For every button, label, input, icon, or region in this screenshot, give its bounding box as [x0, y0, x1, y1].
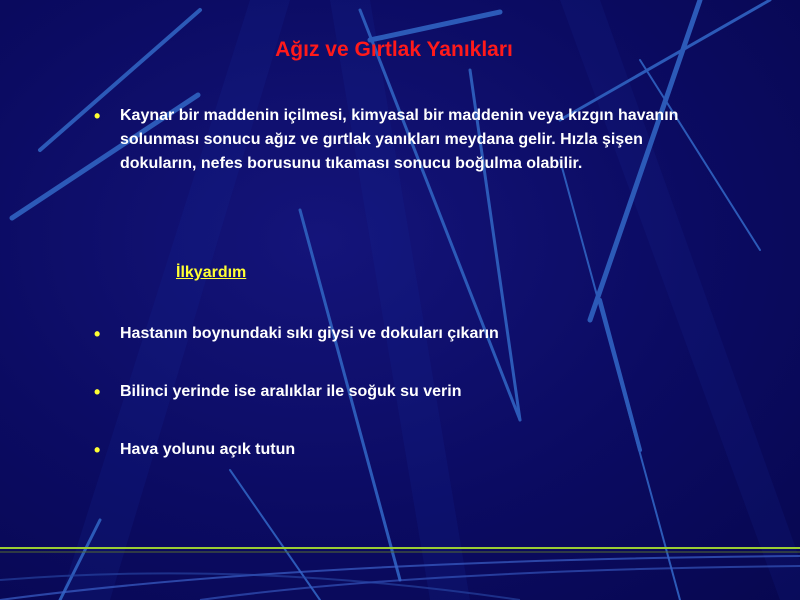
bullet-text-1: Kaynar bir maddenin içilmesi, kimyasal bir maddenin veya kızgın havanın solunması sonucu ağız ve gırtlak yanıkları meydana gelir. Hızla şişen dokuların, nefes borusunu tıkaması sonucu boğulma olabilir. [120, 107, 679, 172]
slide-title: Ağız ve Gırtlak Yanıkları [275, 38, 513, 61]
streak [330, 0, 470, 600]
bullet-icon: • [94, 324, 101, 344]
bullet-text-2: Hastanın boynundaki sıkı giysi ve dokuları çıkarın [120, 325, 499, 342]
bullet-icon: • [94, 440, 101, 460]
first-aid-heading: İlkyardım [176, 264, 247, 281]
streak-line [230, 470, 320, 600]
bullet-text-3: Bilinci yerinde ise aralıklar ile soğuk su verin [120, 383, 462, 400]
bullet-text-4: Hava yolunu açık tutun [120, 441, 296, 458]
streak [60, 0, 290, 600]
bullet-icon: • [94, 382, 101, 402]
bullet-icon: • [94, 106, 101, 126]
streak-line [370, 12, 500, 40]
streak-line [600, 300, 640, 450]
